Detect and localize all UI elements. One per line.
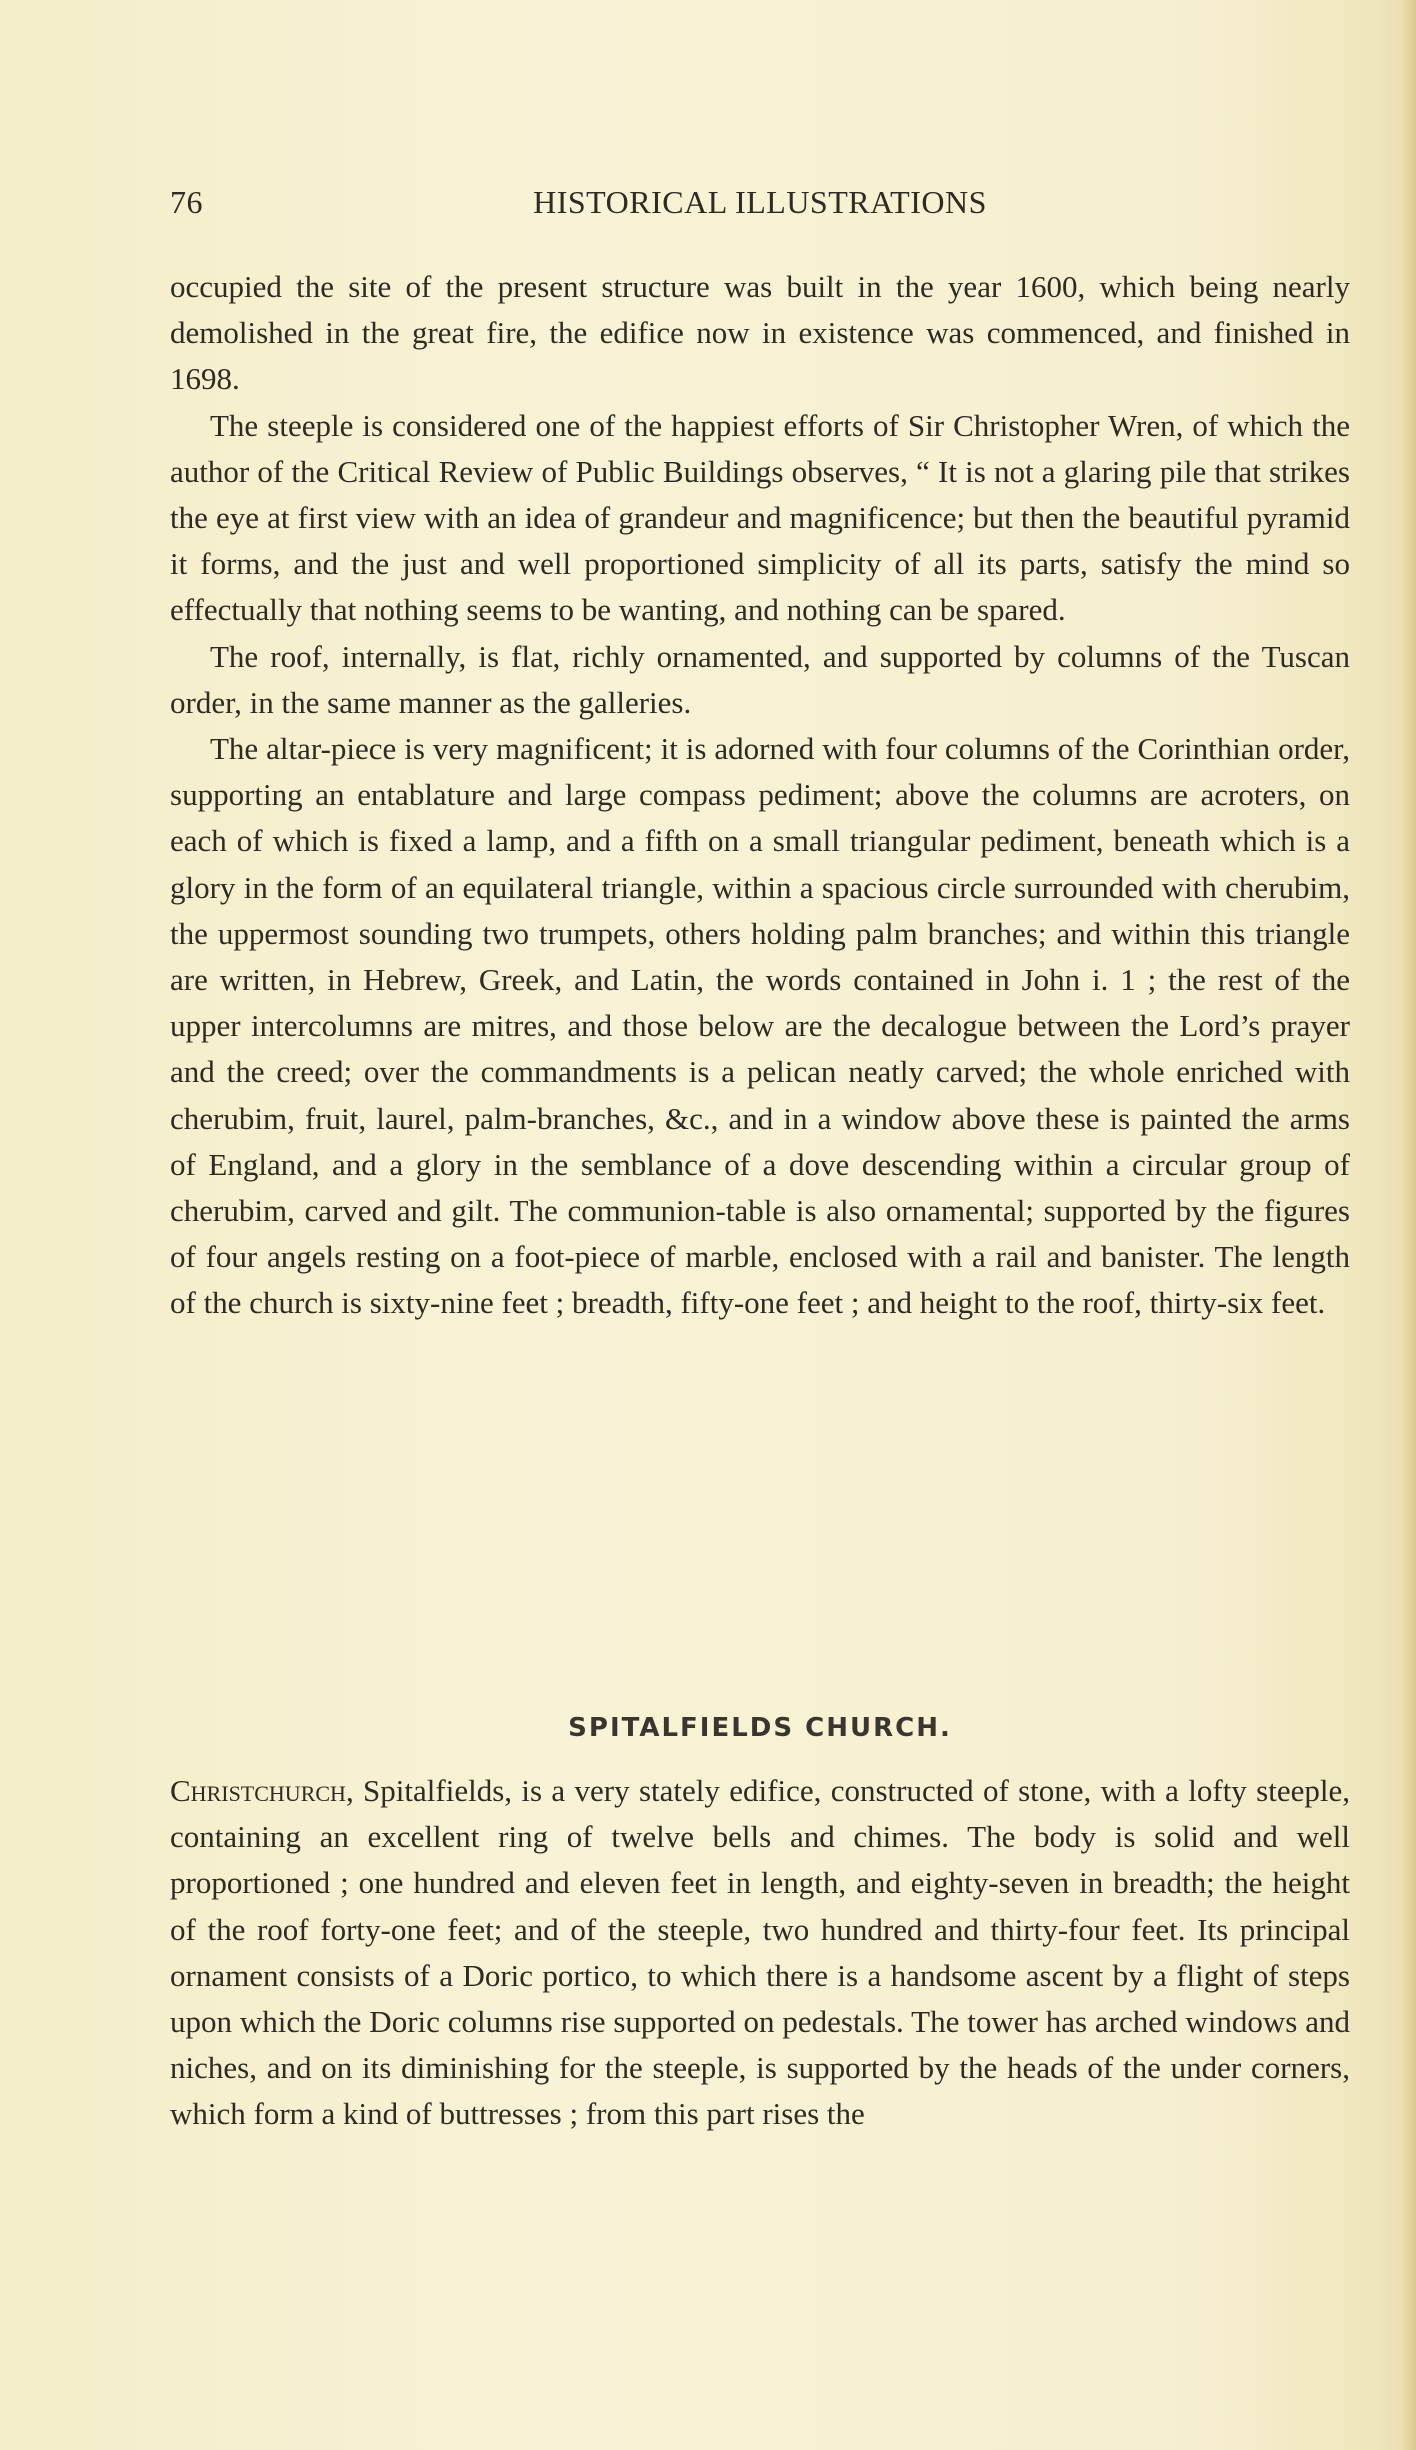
- page-edge-shadow: [1402, 0, 1416, 2450]
- paragraph-text: , Spitalfields, is a very stately edifice, constructed of stone, with a lofty steeple, containing an excellent ring of twelve bells and chimes. The body is solid and well proportioned ; one hundred and eleven feet in length, and eighty-seven in breadth; the height of the roof forty-one feet; and of the steeple, two hundred and thirty-four feet. Its principal ornament consists of a Doric portico, to which there is a handsome ascent by a flight of steps upon which the Doric columns rise supported on pedestals. The tower has arched windows and niches, and on its diminishing for the steeple, is supported by the heads of the under corners, which form a kind of buttresses ; from this part rises the: [170, 1773, 1350, 2132]
- paragraph: occupied the site of the present structure was built in the year 1600, which being nearly demolished in the great fire, the edifice now in existence was commenced, and finished in 1698.: [170, 269, 1350, 397]
- page-number: 76: [170, 184, 203, 220]
- paragraph: [170, 1768, 1350, 2138]
- running-title: HISTORICAL ILLUSTRATIONS: [533, 184, 987, 220]
- paragraph: The altar-piece is very magnificent; it is adorned with four columns of the Corinthian order, supporting an entablature and large compass pediment; above the columns are acroters, on each of which is fixed a lamp, and a fifth on a small triangular pediment, beneath which is a glory in the form of an equilateral triangle, within a spacious circle surrounded with cherubim, the uppermost sounding two trumpets, others holding palm branches; and within this triangle are written, in Hebrew, Greek, and Latin, the words contained in John i. 1 ; the rest of the upper intercolumns are mitres, and those below are the decalogue between the Lord’s prayer and the creed; over the commandments is a pelican neatly carved; the whole enriched with cherubim, fruit, laurel, palm-branches, &c., and in a window above these is painted the arms of England, and a glory in the semblance of a dove descending within a circular group of cherubim, carved and gilt. The communion-table is also ornamental; supported by the figures of four angels resting on a foot-piece of marble, enclosed with a rail and banister. The length of the church is sixty-nine feet ; breadth, fifty-one feet ; and height to the roof, thirty-six feet.: [170, 731, 1350, 1321]
- section-heading: SPITALFIELDS CHURCH.: [568, 1713, 952, 1743]
- body-text: [170, 264, 1350, 1327]
- section-body: [170, 1768, 1350, 2138]
- running-head: [170, 184, 1350, 224]
- paragraph: The steeple is considered one of the happiest efforts of Sir Christopher Wren, of which the author of the Critical Review of Public Buildings observes, “ It is not a glaring pile that strikes the eye at first view with an idea of grandeur and magnificence; but then the beautiful pyramid it forms, and the just and well proportioned simplicity of all its parts, satisfy the mind so effectually that nothing seems to be wanting, and nothing can be spared.: [170, 407, 1350, 628]
- paragraph: The roof, internally, is flat, richly ornamented, and supported by columns of the Tuscan order, in the same manner as the galleries.: [170, 638, 1350, 720]
- lead-word: Christchurch: [170, 1773, 346, 1808]
